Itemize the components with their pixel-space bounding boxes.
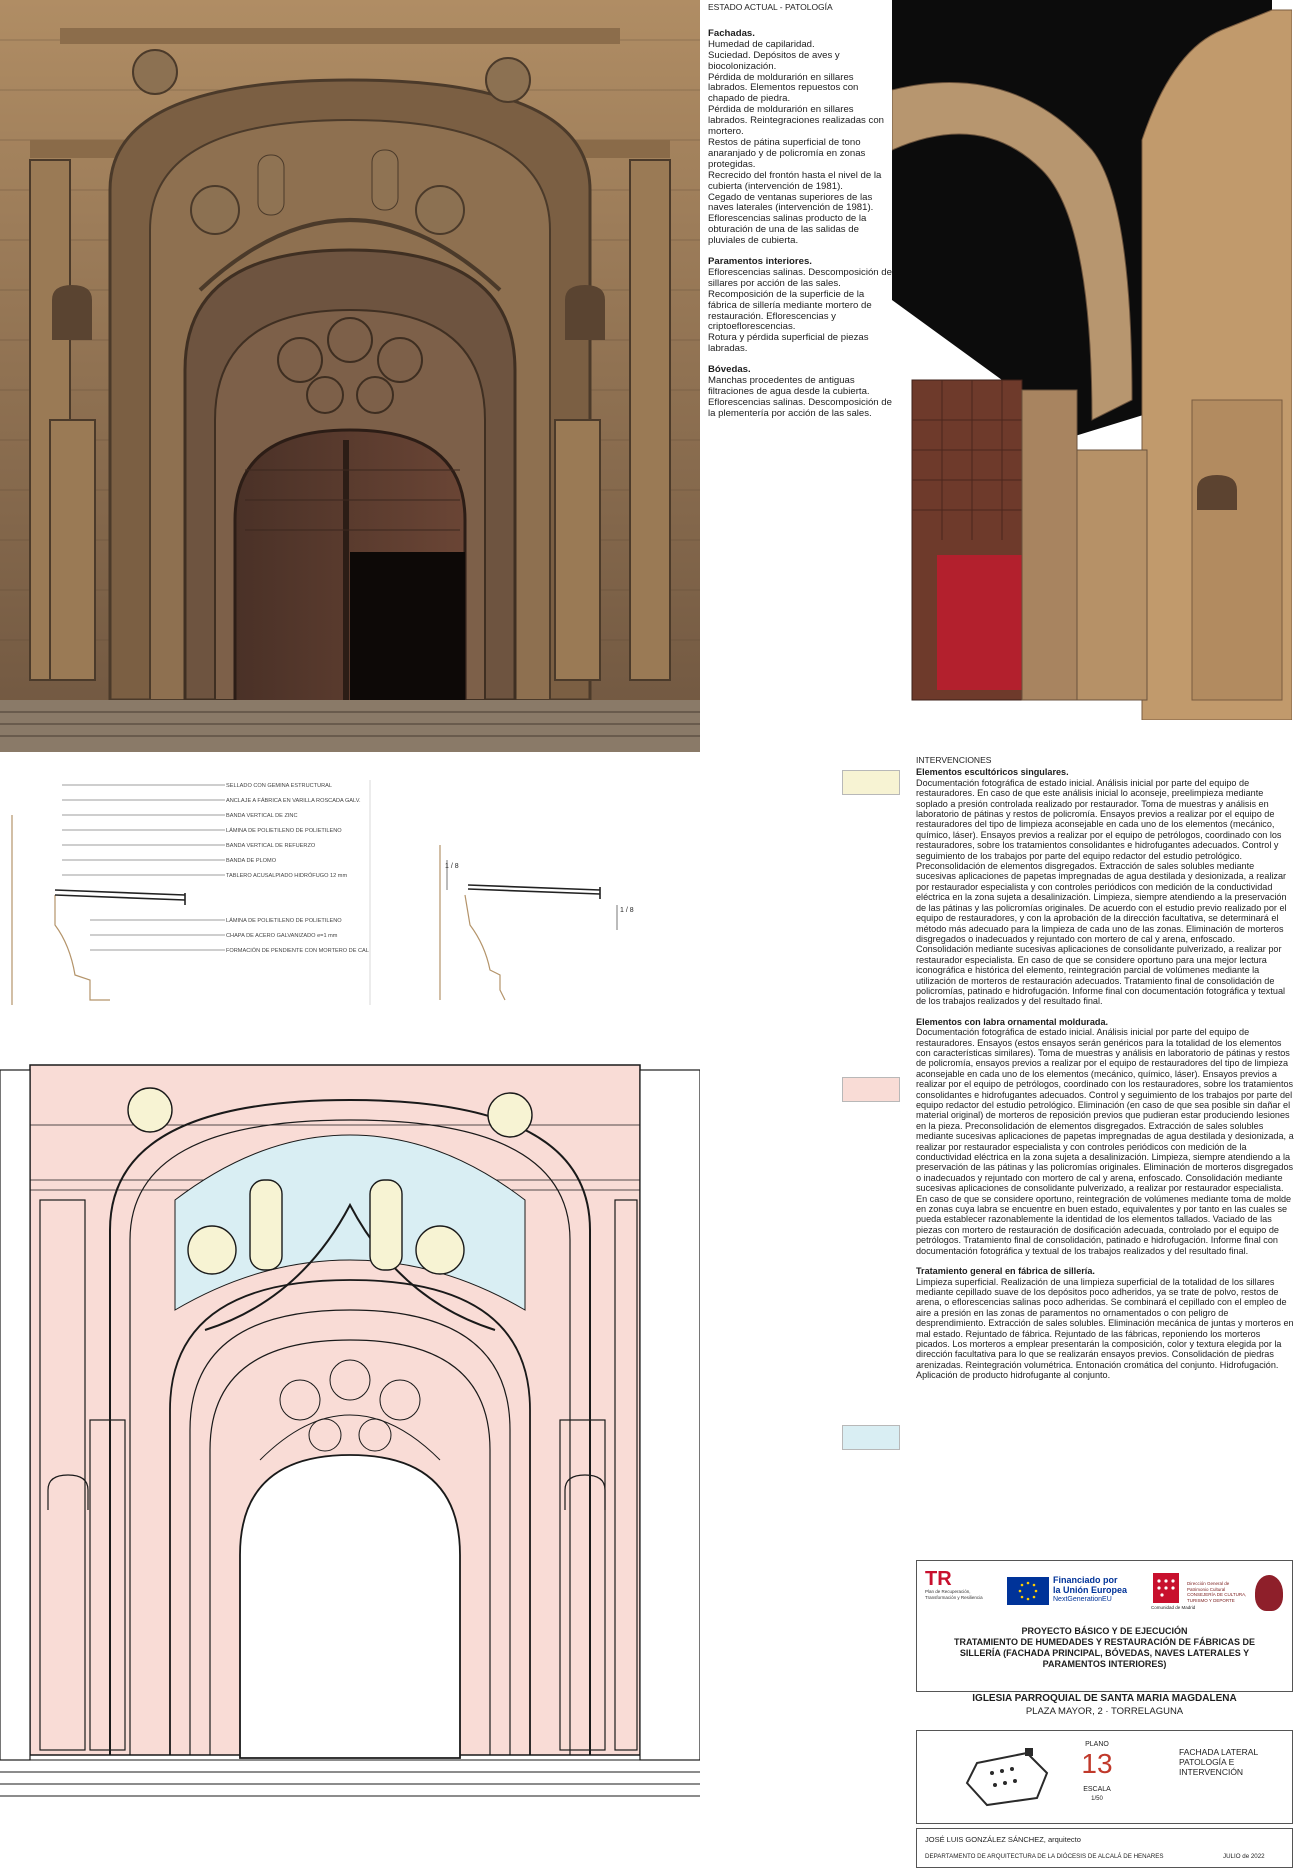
detail-label: SELLADO CON GEMINA ESTRUCTURAL [226, 783, 332, 789]
author-panel [916, 1828, 1293, 1868]
dimension-b: 1 / 8 [620, 907, 634, 914]
fachadas-item: Eflorescencias salinas producto de la obturación de una de las salidas de pluviales de cubierta. [708, 213, 867, 247]
legend-swatch-singulares [842, 770, 900, 795]
eu-line-1: Financiado por [1053, 1575, 1118, 1585]
sheet-line-3: INTERVENCIÓN [1179, 1767, 1244, 1777]
fachadas-item: Humedad de capilaridad. [708, 38, 815, 50]
eu-flag-icon [1007, 1577, 1049, 1605]
plano-label: PLANO [1085, 1741, 1109, 1748]
architect-name: JOSÉ LUIS GONZÁLEZ SÁNCHEZ, arquitecto [925, 1835, 1081, 1844]
pathology-text [708, 2, 893, 420]
side-facade-photo [892, 0, 1292, 720]
madrid-logo-icon [1153, 1573, 1179, 1603]
detail-label: FORMACIÓN DE PENDIENTE CON MORTERO DE CAL [226, 948, 369, 954]
singulares-text: Documentación fotográfica de estado inicial. Análisis inicial por parte del equipo de restauradores. En caso de que este análisis inicial lo aconseje, preelimpieza mediante soplado a presión controlada realizado por restaurador. Toma de muestras y análisis en laboratorio de pátinas y restos de policromía. Ensayos previos a realizar por el equipo de restauradores del tipo de limpieza aconsejable en cada uno de los elementos (mecánico, químico, láser). Ensayos previos a realizar por el equipo de petrólogos, coordinado con los restauradores, sobre los tratamientos consolidantes e hidrofugantes adecuados. Control y seguimiento de los trabajos por parte del equipo redactor del estudio petrológico. Preconsolidación de elementos disgregados. Extracción de sales solubles mediante sucesivas aplicaciones de papetas impregnadas de agua destilada y desionizada, a realizar por restaurador especialista y con controles periódicos con medición de la conductividad eléctrica en la zona sujeta a desalinización. Limpieza, siempre atendiendo a la preservación de las pátinas y las policromías originales. De acuerdo con el estudio previo realizado por el equipo de restauradores, y con la aprobación de la dirección facultativa, se determinará el método más adecuado para la limpieza de cada uno de las zonas. Eliminación de morteros disgregados o inadecuados y rejuntado con mortero de cal y arena, enfoscado. Consolidación mediante sucesivas aplicaciones de consolidante pulverizado, a realizar por restaurador especialista. En caso de que se considere oportuno para una mejor lectura iconográfica e histórica del elemento, reintegración parcial de volúmenes mediante la utilización de morteros de restauración adecuados. Tratamiento final de consolidación de policromías, patinado e hidrofugación. Informe final con documentación fotográfica y textual de los trabajos realizados y del resultado final. [916, 777, 1287, 1007]
fachadas-item: Cegado de ventanas superiores de las naves laterales (intervención de 1981). [708, 191, 874, 214]
fachadas-item: Restos de pátina superficial de tono anaranjado y de policromía en zonas protegidas. [708, 136, 866, 170]
madrid-dept: Dirección General de Patrimonio Cultural CONSEJERÍA DE CULTURA, TURISMO Y DEPORTE [1187, 1581, 1247, 1603]
project-title [917, 1626, 1292, 1670]
portal-photo-drawing [0, 0, 700, 752]
singulares-title: Elementos escultóricos singulares. [916, 767, 1069, 778]
molduradas-title: Elementos con labra ornamental moldurada. [916, 1016, 1109, 1027]
project-line-2: TRATAMIENTO DE HUMEDADES Y RESTAURACIÓN DE FÁBRICAS DE [953, 1637, 1256, 1647]
sheet-panel [916, 1730, 1293, 1824]
project-line-1: PROYECTO BÁSICO Y DE EJECUCIÓN [1021, 1626, 1188, 1636]
intervention-elevation [0, 1040, 700, 1800]
church-plan-icon [957, 1743, 1057, 1813]
plano-number: 13 [1081, 1748, 1113, 1779]
detail-labels-left [226, 779, 361, 884]
detail-label: ANCLAJE A FÁBRICA EN VARILLA ROSCADA GALV. [226, 798, 361, 804]
fachadas-item: Pérdida de moldurarión en sillares labrados. Elementos repuestos con chapado de piedra. [708, 71, 859, 105]
church-name: IGLESIA PARROQUIAL DE SANTA MARIA MAGDALENA [972, 1693, 1237, 1704]
interventions-heading: INTERVENCIONES [916, 755, 992, 765]
bovedas-item: Eflorescencias salinas. Descomposición de la plementería por acción de las sales. [708, 396, 892, 419]
eu-line-2: la Unión Europea [1053, 1585, 1128, 1595]
tr-icon: TR [925, 1568, 952, 1590]
fachadas-title: Fachadas. [708, 27, 755, 39]
project-line-4: PARAMENTOS INTERIORES) [1042, 1659, 1167, 1669]
detail-label: BANDA DE PLOMO [226, 858, 277, 864]
detail-label: BANDA VERTICAL DE ZINC [226, 813, 298, 819]
detail-label: TABLERO ACUSALPIADO HIDRÓFUGO 12 mm [226, 873, 348, 879]
detail-labels-lower [226, 914, 369, 959]
paramentos-title: Paramentos interiores. [708, 256, 812, 268]
portal-photo [0, 0, 700, 752]
eu-line-3: NextGenerationEU [1053, 1596, 1112, 1603]
fachadas-item: Pérdida de moldurarión en sillares labrados. Reintegraciones realizadas con mortero. [708, 104, 884, 138]
church-address: PLAZA MAYOR, 2 · TORRELAGUNA [1025, 1706, 1184, 1717]
sheet-line-2: PATOLOGÍA E [1179, 1757, 1235, 1767]
logos-row [925, 1569, 1285, 1617]
bovedas-item: Manchas procedentes de antiguas filtraciones de agua desde la cubierta. [708, 375, 870, 397]
dimension-a: 1 / 8 [445, 863, 459, 870]
recovery-plan-logo [925, 1569, 995, 1617]
sheet-title [1179, 1747, 1258, 1777]
side-facade-drawing [892, 0, 1292, 720]
legend-swatch-general [842, 1425, 900, 1450]
cornice-detail [0, 775, 700, 1015]
eu-funding-text [1053, 1575, 1148, 1605]
madrid-stars [1153, 1573, 1179, 1603]
escala-value: 1/50 [1091, 1796, 1103, 1802]
detail-label: BANDA VERTICAL DE REFUERZO [226, 843, 316, 849]
fachadas-item: Suciedad. Depósitos de aves y biocolonización. [708, 49, 840, 72]
recovery-plan-text: Plan de Recuperación, Transformación y Resiliencia [925, 1589, 983, 1600]
project-line-3: SILLERÍA (FACHADA PRINCIPAL, BÓVEDAS, NAVES LATERALES Y [959, 1648, 1250, 1658]
madrid-label: Comunidad de Madrid [1151, 1605, 1196, 1610]
detail-label: LÁMINA DE POLIETILENO DE POLIETILENO [226, 828, 342, 834]
paramentos-item: Rotura y pérdida superficial de piezas labradas. [708, 332, 869, 355]
fachadas-item: Recrecido del frontón hasta el nivel de la cubierta (intervención de 1981). [708, 169, 882, 192]
detail-label: CHAPA DE ACERO GALVANIZADO e=1 mm [226, 933, 338, 939]
sheet-line-1: FACHADA LATERAL [1179, 1747, 1259, 1757]
date: JULIO de 2022 [1223, 1853, 1265, 1860]
paramentos-item: Eflorescencias salinas. Descomposición de sillares por acción de las sales. [708, 266, 892, 289]
interventions-text [916, 755, 1294, 1381]
detail-label: LÁMINA DE POLIETILENO DE POLIETILENO [226, 918, 342, 924]
general-text: Limpieza superficial. Realización de una limpieza superficial de la totalidad de los sillares mediante cepillado suave de los depósitos poco adheridos, ya se trate de polvo, restos de arena, o eflorescencias salinas poco adheridas. Se combinará el cepillado con el empleo de aire a presión en las zonas de paramentos no ornamentados o con peligro de desprendimiento. Extracción de sales solubles. Eliminación mecánica de juntas y morteros en mal estado. Rejuntado de fábrica. Rejuntado de las fábricas, reponiendo los morteros picados. Los morteros a emplear presentarán la composición, color y textura elegida por la dirección facultativa para lo que se realizarán ensayos previos. Consolidación de piedras arenizadas. Reintegración volumétrica. Entonación cromática del conjunto. Hidrofugación. Aplicación de producto hidrofugante al conjunto. [916, 1276, 1294, 1381]
intervention-elevation-drawing [0, 1040, 700, 1800]
eu-stars [1007, 1577, 1049, 1605]
project-panel [916, 1560, 1293, 1692]
general-title: Tratamiento general en fábrica de sillería. [916, 1266, 1095, 1277]
escala-label: ESCALA [1083, 1786, 1111, 1793]
diocese-crest-icon [1255, 1575, 1283, 1611]
department-name: DEPARTAMENTO DE ARQUITECTURA DE LA DIÓCESIS DE ALCALÁ DE HENARES [925, 1853, 1164, 1860]
paramentos-item: Recomposición de la superficie de la fábrica de sillería mediante mortero de restauración. Eflorescencias y criptoeflorescencias. [708, 288, 872, 333]
legend-swatch-molduradas [842, 1077, 900, 1102]
section-heading: ESTADO ACTUAL - PATOLOGÍA [708, 2, 833, 12]
molduradas-text: Documentación fotográfica de estado inicial. Análisis inicial por parte del equipo de restauradores. Ensayos (estos ensayos serán genéricos para la totalidad de los elementos con características similares). Toma de muestras y análisis en laboratorio de pátinas y restos de policromía, ensayos previos a realizar por el equipo de restauradores del tipo de limpieza aconsejable en cada uno de los elementos (mecánico, químico, láser). Ensayos previos a realizar por el equipo de petrólogos, coordinado con los restauradores, sobre los tratamientos consolidantes e hidrofugantes adecuados. Control y seguimiento de los trabajos por parte del equipo redactor del estudio petrológico. Eliminación (en caso de que sea posible sin dañar el material original) de morteros de reposición previos que pudieran estar produciendo lesiones en la pieza. Preconsolidación de elementos disgregados. Extracción de sales solubles mediante sucesivas aplicaciones de papetas impregnadas de agua destilada y desionizada, a realizar por restaurador especialista y con controles periódicos con medición de la conductividad eléctrica en la zona sujeta a desalinización. Limpieza, siempre atendiendo a la preservación de las pátinas y las policromías originales. Eliminación de morteros disgregados o inadecuados y rejuntado con mortero de cal y arena, enfoscado. Consolidación mediante sucesivas aplicaciones de consolidante pulverizado, a realizar por restaurador especialista. En caso de que se considere oportuno, reintegración de volúmenes mediante toma de molde en zonas cuya labra se encuentre en buen estado, equivalentes y por tanto en las cuales se pueda establecer razonablemente la identidad de los elementos tallados. Vaciado de las piezas con mortero de restauración de dosificación adecuada, controlado por el equipo de petrólogos. Tratamiento final de consolidación, patinado e hidrofugación. Informe final con documentación fotográfica y textual de los trabajos realizados y del resultado final. [916, 1027, 1294, 1256]
bovedas-title: Bóvedas. [708, 364, 751, 376]
